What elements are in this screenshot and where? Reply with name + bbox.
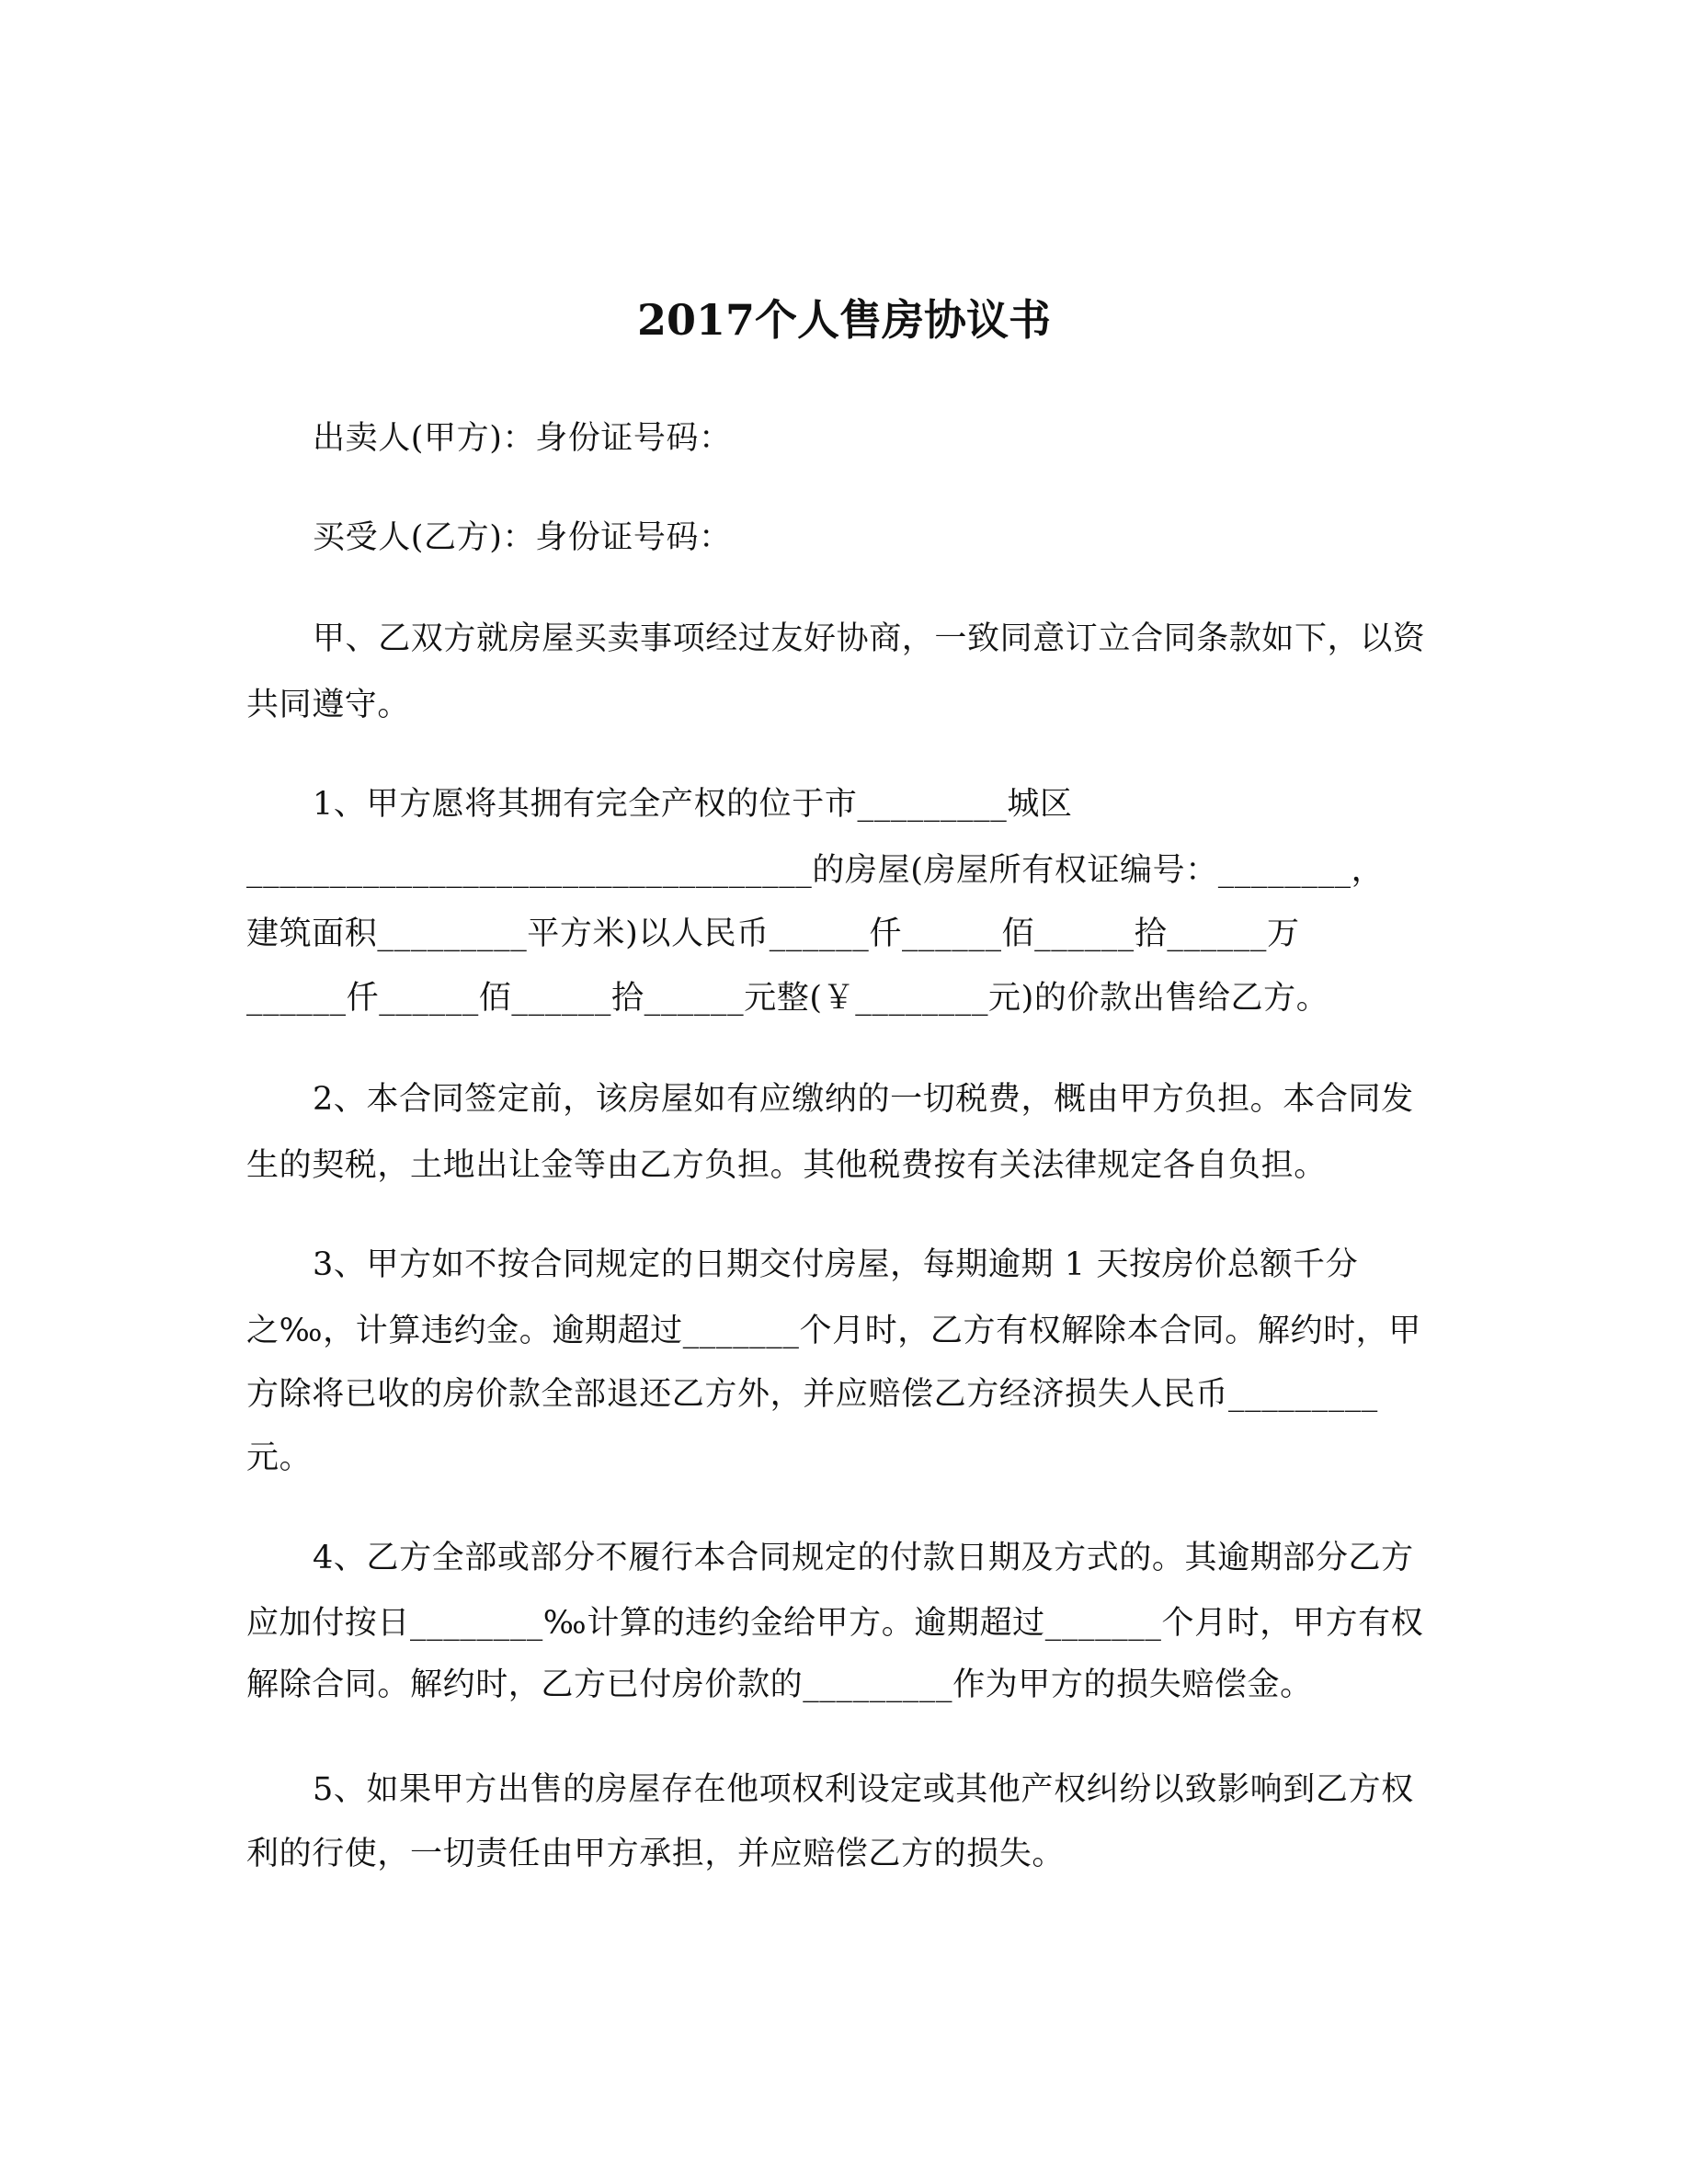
clause-3-line: 之‰，计算违约金。逾期超过_______个月时，乙方有权解除本合同。解约时，甲 — [246, 1313, 1421, 1349]
clause-5-line: 5、如果甲方出售的房屋存在他项权利设定或其他产权纠纷以致影响到乙方权 — [313, 1771, 1414, 1808]
intro-line: 共同遵守。 — [246, 687, 411, 723]
document-title: 2017个人售房协议书 — [636, 295, 1052, 345]
clause-2-line: 2、本合同签定前，该房屋如有应缴纳的一切税费，概由甲方负担。本合同发 — [313, 1081, 1414, 1118]
clause-4-line: 应加付按日________‰计算的违约金给甲方。逾期超过_______个月时，甲方有权 — [246, 1605, 1424, 1642]
clause-5-line: 利的行使，一切责任由甲方承担，并应赔偿乙方的损失。 — [246, 1836, 1066, 1872]
clause-4-line: 4、乙方全部或部分不履行本合同规定的付款日期及方式的。其逾期部分乙方 — [313, 1540, 1414, 1576]
seller-line: 出卖人(甲方)：身份证号码： — [313, 420, 732, 457]
clause-1-line: 建筑面积_________平方米)以人民币______仟______佰______拾______万 — [246, 916, 1300, 952]
clause-3-line: 元。 — [246, 1439, 313, 1476]
clause-1-line: ______仟______佰______拾______元整(￥________元)的价款出售给乙方。 — [246, 980, 1329, 1017]
buyer-line: 买受人(乙方)：身份证号码： — [313, 519, 732, 556]
clause-1-line: __________________________________的房屋(房屋所有权证编号：________， — [246, 852, 1385, 889]
clause-2-line: 生的契税，土地出让金等由乙方负担。其他税费按有关法律规定各自负担。 — [246, 1147, 1327, 1184]
intro-line: 甲、乙双方就房屋买卖事项经过友好协商，一致同意订立合同条款如下，以资 — [313, 620, 1426, 657]
clause-3-line: 3、甲方如不按合同规定的日期交付房屋，每期逾期 1 天按房价总额千分 — [313, 1246, 1359, 1283]
clause-1-line: 1、甲方愿将其拥有完全产权的位于市_________城区 — [313, 786, 1073, 823]
clause-3-line: 方除将已收的房价款全部退还乙方外，并应赔偿乙方经济损失人民币_________ — [246, 1376, 1378, 1413]
clause-4-line: 解除合同。解约时，乙方已付房价款的_________作为甲方的损失赔偿金。 — [246, 1666, 1313, 1703]
